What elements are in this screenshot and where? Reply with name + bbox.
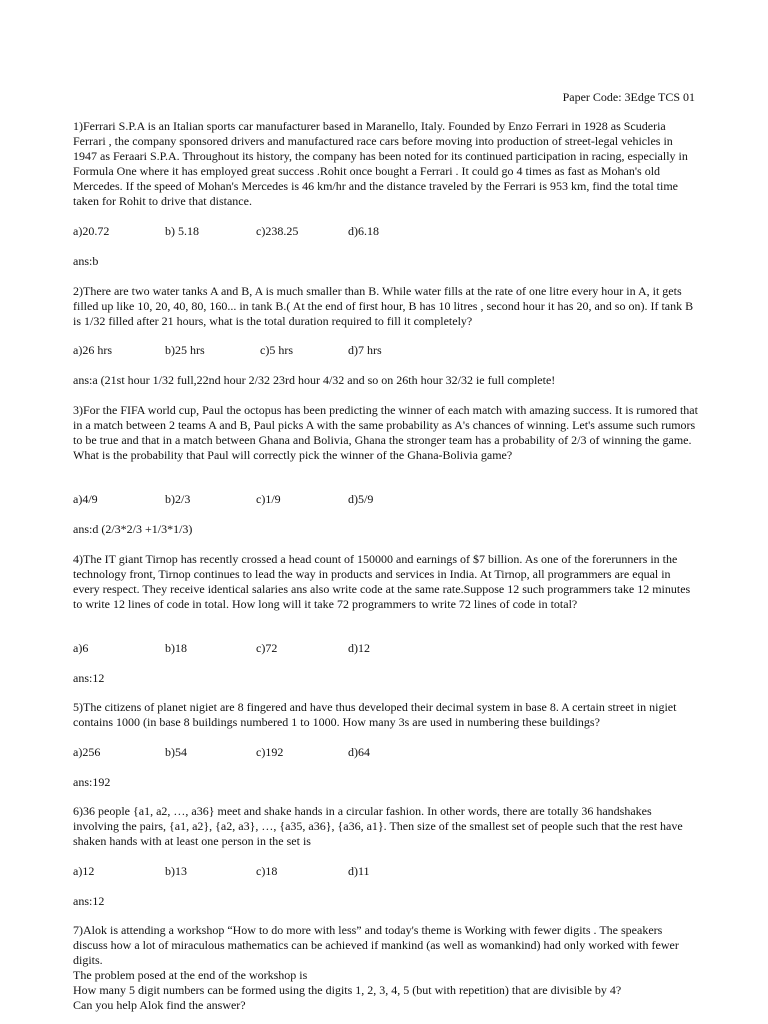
question-2-text: 2)There are two water tanks A and B, A is much smaller than B. While water fills at the rate of one litre every hour in A, it gets filled up like 10, 20, 40, 80, 160... in tank B.( At the end of first hour, B has 10 litres , second hour it has 20, and so on). If tank B is 1/32 filled after 21 hours, what is the total duration required to fill it completely? xyxy=(73,284,694,328)
question-4 xyxy=(73,552,698,612)
paper-code: Paper Code: 3Edge TCS 01 xyxy=(562,90,695,104)
question-6-answer: ans:12 xyxy=(73,894,105,908)
option-d: d)11 xyxy=(348,864,370,878)
question-1-text: 1)Ferrari S.P.A is an Italian sports car manufacturer based in Maranello, Italy. Founded by Enzo Ferrari in 1928 as Scuderia Ferrari , the company sponsored drivers and manufactured race cars before moving into production of street-legal vehicles in 1947 as Feraari S.P.A. Throughout its history, the company has been noted for its continued participation in racing, especially in Formula One where it has employed great success .Rohit once bought a Ferrari . It could go 4 times as fast as Mohan's old Mercedes. If the speed of Mohan's Mercedes is 46 km/hr and the distance traveled by the Ferrari is 953 km, find the total time taken for Rohit to drive that distance. xyxy=(73,119,688,208)
option-b: b)25 hrs xyxy=(165,343,205,357)
option-a: a)26 hrs xyxy=(73,343,112,357)
option-a: a)6 xyxy=(73,641,89,655)
question-2 xyxy=(73,284,698,329)
question-2-answer: ans:a (21st hour 1/32 full,22nd hour 2/32 23rd hour 4/32 and so on 26th hour 32/32 ie full complete! xyxy=(73,373,556,387)
option-c: c)18 xyxy=(256,864,278,878)
question-5 xyxy=(73,700,698,730)
question-5-answer: ans:192 xyxy=(73,775,111,789)
option-b: b)13 xyxy=(165,864,187,878)
option-a: a)20.72 xyxy=(73,224,110,238)
option-b: b)54 xyxy=(165,745,187,759)
option-c: c)238.25 xyxy=(256,224,299,238)
option-b: b)18 xyxy=(165,641,187,655)
question-7-line: Can you help Alok find the answer? xyxy=(73,998,246,1012)
question-1-answer: ans:b xyxy=(73,254,99,268)
question-1 xyxy=(73,119,698,209)
question-3-answer: ans:d (2/3*2/3 +1/3*1/3) xyxy=(73,522,193,536)
option-c: c)72 xyxy=(256,641,278,655)
question-3-options xyxy=(73,492,698,507)
question-2-options xyxy=(73,343,698,358)
option-d: d)64 xyxy=(348,745,370,759)
option-c: c)192 xyxy=(256,745,284,759)
option-d: d)5/9 xyxy=(348,492,374,506)
option-d: d)6.18 xyxy=(348,224,379,238)
option-b: b) 5.18 xyxy=(165,224,199,238)
question-3-text: 3)For the FIFA world cup, Paul the octopus has been predicting the winner of each match with amazing success. It is rumored that in a match between 2 teams A and B, Paul picks A with the same probability as A's chances of winning. Let's assume such rumors to be true and that in a match between Ghana and Bolivia, Ghana the stronger team has a probability of 2/3 of winning the game. What is the probability that Paul will correctly pick the winner of the Ghana-Bolivia game? xyxy=(73,403,698,462)
question-4-answer: ans:12 xyxy=(73,671,105,685)
option-d: d)7 hrs xyxy=(348,343,382,357)
question-5-options xyxy=(73,745,698,760)
question-7 xyxy=(73,923,698,1013)
question-6-text: 6)36 people {a1, a2, …, a36} meet and shake hands in a circular fashion. In other words, there are totally 36 handshakes involving the pairs, {a1, a2}, {a2, a3}, …, {a35, a36}, {a36, a1}. Then size of the smallest set of people such that the rest have shaken hands with at least one person in the set is xyxy=(73,804,683,848)
option-d: d)12 xyxy=(348,641,370,655)
question-6-options xyxy=(73,864,698,879)
option-a: a)4/9 xyxy=(73,492,98,506)
question-6 xyxy=(73,804,698,849)
question-7-line: The problem posed at the end of the workshop is xyxy=(73,968,308,982)
question-4-options xyxy=(73,641,698,656)
option-a: a)12 xyxy=(73,864,95,878)
option-b: b)2/3 xyxy=(165,492,191,506)
question-4-text: 4)The IT giant Tirnop has recently crossed a head count of 150000 and earnings of $7 billion. As one of the forerunners in the technology front, Tirnop continues to lead the way in products and services in India. At Tirnop, all programmers are equal in every respect. They receive identical salaries ans also write code at the same rate.Suppose 12 such programmers take 12 minutes to write 12 lines of code in total. How long will it take 72 programmers to write 72 lines of code in total? xyxy=(73,552,691,611)
question-5-text: 5)The citizens of planet nigiet are 8 fingered and have thus developed their decimal system in base 8. A certain street in nigiet contains 1000 (in base 8 buildings numbered 1 to 1000. How many 3s are used in numbering these buildings? xyxy=(73,700,677,729)
option-c: c)1/9 xyxy=(256,492,281,506)
option-c: c)5 hrs xyxy=(260,343,293,357)
question-1-options xyxy=(73,224,698,239)
question-3 xyxy=(73,403,698,463)
option-a: a)256 xyxy=(73,745,101,759)
question-7-line: How many 5 digit numbers can be formed using the digits 1, 2, 3, 4, 5 (but with repetition) that are divisible by 4? xyxy=(73,983,622,997)
question-7-intro: 7)Alok is attending a workshop “How to do more with less” and today's theme is Working with fewer digits . The speakers discuss how a lot of miraculous mathematics can be achieved if mankind (as well as womankind) had only worked with fewer digits. xyxy=(73,923,679,967)
